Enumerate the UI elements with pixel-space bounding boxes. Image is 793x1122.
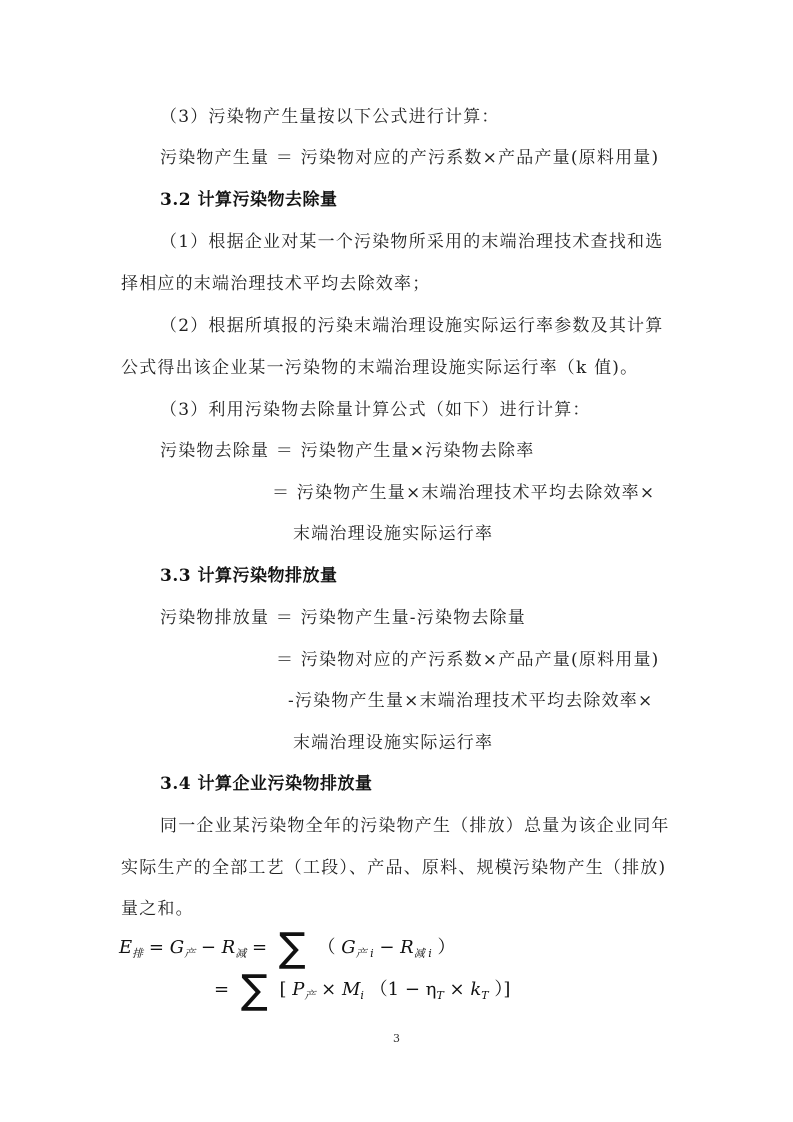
paragraph-removal-step2-cont: 公式得出该企业某一污染物的末端治理设施实际运行率（k 值)。 [121, 358, 639, 378]
formula-total-line1: $E_排 = G_产 - R_减$ = ∑ （ $G_{产 i} - R_{减 i}$ ） [119, 925, 456, 971]
page-number: 3 [393, 1032, 400, 1045]
formula-removal: 污染物去除量 ＝ 污染物产生量×污染物去除率 [160, 441, 535, 461]
paragraph-removal-step3: （3）利用污染物去除量计算公式（如下）进行计算： [160, 400, 591, 420]
formula-production: 污染物产生量 ＝ 污染物对应的产污系数×产品产量(原料用量) [160, 148, 660, 168]
section-heading-3-4: 3.4 计算企业污染物排放量 [160, 774, 373, 794]
paragraph-removal-step2: （2）根据所填报的污染末端治理设施实际运行率参数及其计算 [160, 316, 664, 336]
formula-total-line2: = ∑ [ $P_产 \times M_i$ （$1 - \eta_T \times k_T$ ）] [214, 967, 511, 1013]
section-heading-3-2: 3.2 计算污染物去除量 [160, 190, 338, 210]
formula-removal-cont2: 末端治理设施实际运行率 [293, 524, 494, 544]
formula-emission-cont: ＝ 污染物对应的产污系数×产品产量(原料用量) [276, 650, 660, 670]
paragraph-formula-intro: （3）污染物产生量按以下公式进行计算： [160, 107, 500, 127]
paragraph-total-cont2: 量之和。 [121, 899, 194, 919]
formula-emission-cont3: 末端治理设施实际运行率 [293, 733, 494, 753]
paragraph-removal-step1: （1）根据企业对某一个污染物所采用的末端治理技术查找和选 [160, 232, 664, 252]
paragraph-removal-step1-cont: 择相应的末端治理技术平均去除效率； [121, 274, 431, 294]
summation-symbol-2: ∑ [240, 967, 268, 1013]
section-heading-3-3: 3.3 计算污染物排放量 [160, 566, 338, 586]
formula-emission: 污染物排放量 ＝ 污染物产生量-污染物去除量 [160, 608, 526, 628]
formula-removal-cont: ＝ 污染物产生量×末端治理技术平均去除效率× [272, 483, 656, 503]
paragraph-total-cont: 实际生产的全部工艺（工段）、产品、原料、规模污染物产生（排放) [121, 858, 667, 878]
paragraph-total: 同一企业某污染物全年的污染物产生（排放）总量为该企业同年 [160, 816, 670, 836]
formula-emission-cont2: -污染物产生量×末端治理技术平均去除效率× [288, 691, 654, 711]
summation-symbol: ∑ [278, 925, 306, 971]
